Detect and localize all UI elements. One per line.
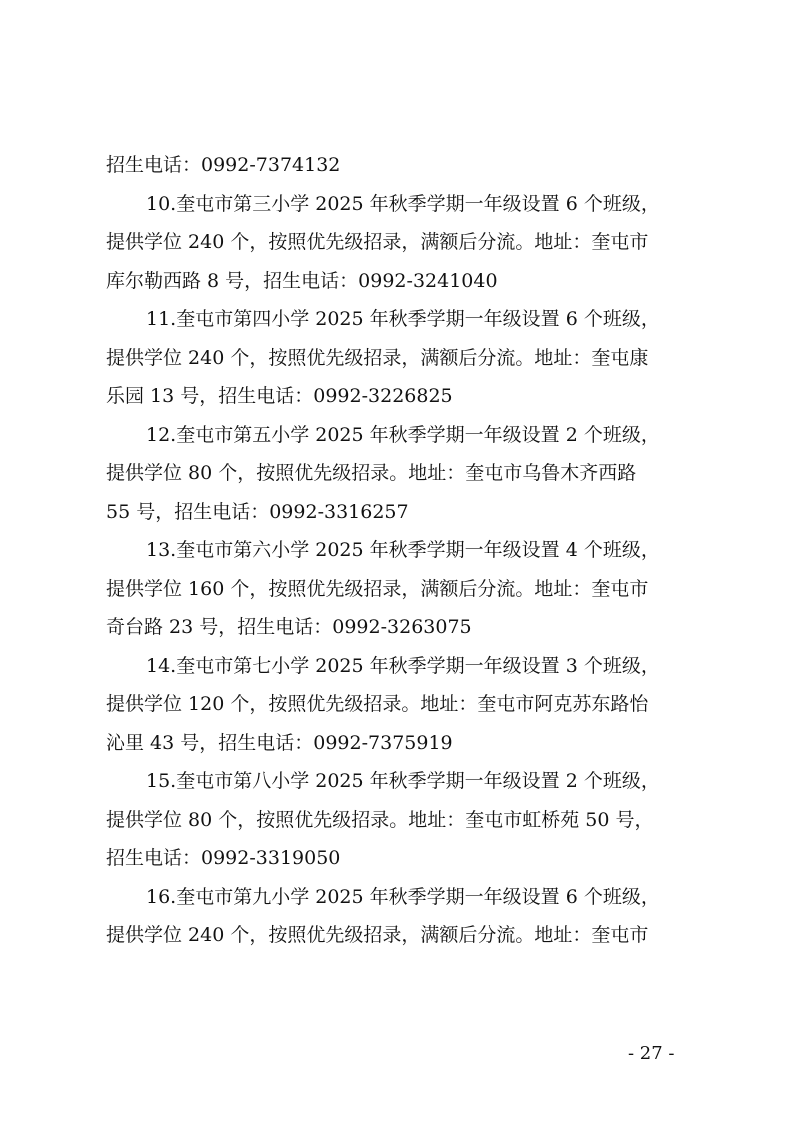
- text-line: 库尔勒西路 8 号，招生电话：0992-3241040: [106, 269, 498, 292]
- text-line: 提供学位 120 个，按照优先级招录。地址：奎屯市阿克苏东路怡: [106, 693, 649, 715]
- text-line: 乐园 13 号，招生电话：0992-3226825: [106, 385, 453, 407]
- text-line: 沁里 43 号，招生电话：0992-7375919: [106, 731, 453, 754]
- paragraph-start-line: 13.奎屯市第六小学 2025 年秋季学期一年级设置 4 个班级，: [146, 539, 660, 561]
- text-line: 奇台路 23 号，招生电话：0992-3263075: [106, 616, 472, 638]
- text-line: 提供学位 240 个，按照优先级招录，满额后分流。地址：奎屯市: [106, 924, 649, 946]
- text-line: 招生电话：0992-3319050: [106, 847, 341, 869]
- text-line: 招生电话：0992-7374132: [106, 154, 341, 176]
- paragraph-start-line: 15.奎屯市第八小学 2025 年秋季学期一年级设置 2 个班级，: [146, 770, 660, 792]
- text-line: 提供学位 240 个，按照优先级招录，满额后分流。地址：奎屯康: [106, 346, 649, 369]
- text-line: 提供学位 240 个，按照优先级招录，满额后分流。地址：奎屯市: [106, 231, 649, 253]
- paragraph-start-line: 10.奎屯市第三小学 2025 年秋季学期一年级设置 6 个班级，: [146, 192, 660, 215]
- text-line: 提供学位 160 个，按照优先级招录，满额后分流。地址：奎屯市: [106, 577, 649, 600]
- paragraph-start-line: 11.奎屯市第四小学 2025 年秋季学期一年级设置 6 个班级，: [146, 308, 660, 330]
- document-body: [106, 146, 694, 955]
- paragraph-start-line: 16.奎屯市第九小学 2025 年秋季学期一年级设置 6 个班级，: [146, 885, 660, 908]
- text-line: 提供学位 80 个，按照优先级招录。地址：奎屯市乌鲁木齐西路: [106, 462, 637, 484]
- text-line: 55 号，招生电话：0992-3316257: [106, 500, 409, 523]
- text-line: 提供学位 80 个，按照优先级招录。地址：奎屯市虹桥苑 50 号，: [106, 808, 654, 831]
- page-number: - 27 -: [628, 1043, 675, 1064]
- paragraph-start-line: 14.奎屯市第七小学 2025 年秋季学期一年级设置 3 个班级，: [146, 654, 660, 677]
- paragraph-start-line: 12.奎屯市第五小学 2025 年秋季学期一年级设置 2 个班级，: [146, 423, 660, 446]
